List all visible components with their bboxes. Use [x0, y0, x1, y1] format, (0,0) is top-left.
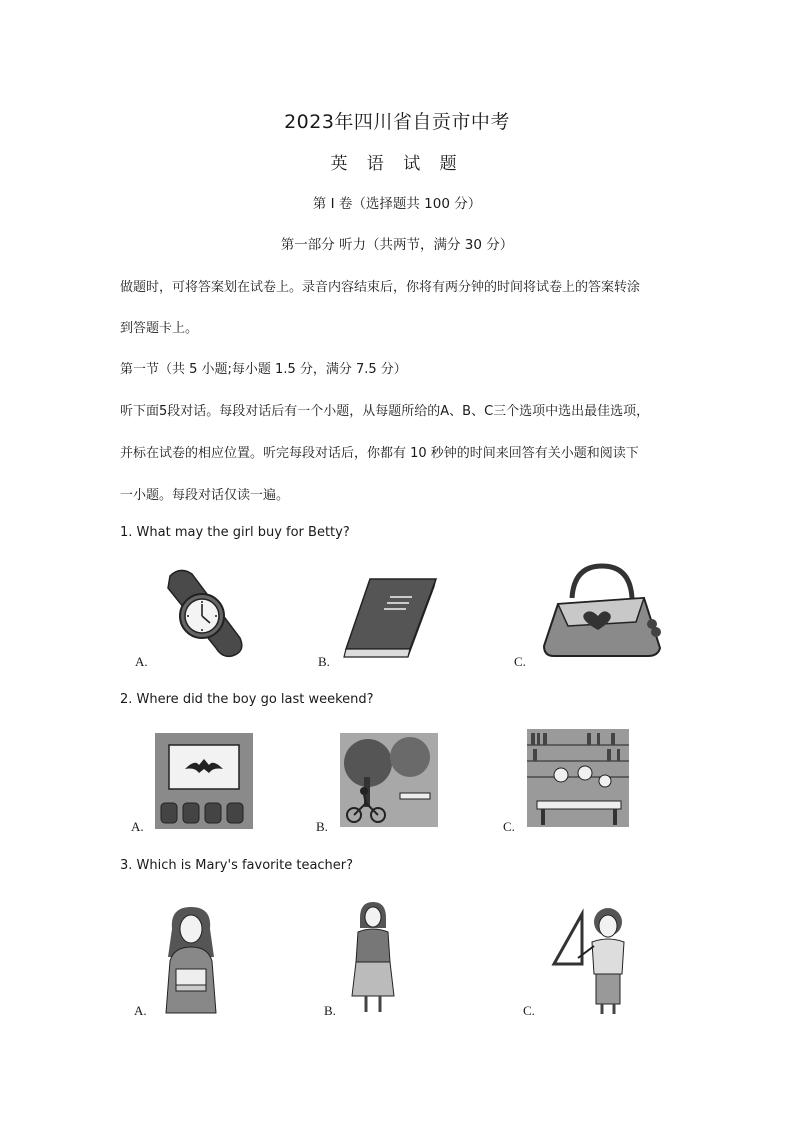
- teacher-with-books-icon: [162, 905, 220, 1013]
- section-line-3: 一小题。每段对话仅读一遍。: [120, 488, 290, 503]
- teacher-in-skirt-icon: [350, 900, 396, 1014]
- cinema-icon: [155, 733, 253, 829]
- exam-subject: 英 语 试 题: [330, 154, 464, 174]
- teacher-with-triangle-ruler-icon: [548, 902, 640, 1014]
- q3-option-c-label: C.: [523, 1003, 535, 1018]
- q3-option-b-label: B.: [324, 1003, 336, 1018]
- q1-option-c-label: C.: [514, 654, 526, 669]
- wristwatch-icon: [160, 568, 250, 660]
- q3-option-a-label: A.: [134, 1003, 147, 1018]
- library-icon: [527, 729, 629, 827]
- q1-option-b-label: B.: [318, 654, 330, 669]
- book-icon: [340, 575, 440, 663]
- park-icon: [340, 733, 438, 827]
- q2-option-c-label: C.: [503, 819, 515, 834]
- section-heading: 第一节（共 5 小题;每小题 1.5 分，满分 7.5 分）: [120, 362, 407, 377]
- handbag-icon: [540, 564, 665, 662]
- instruction-line-1: 做题时，可将答案划在试卷上。录音内容结束后，你将有两分钟的时间将试卷上的答案转涂: [120, 280, 641, 295]
- section-line-2: 并标在试卷的相应位置。听完每段对话后，你都有 10 秒钟的时间来回答有关小题和阅读下: [120, 446, 639, 461]
- volume-heading: 第 I 卷（选择题共 100 分）: [312, 196, 482, 212]
- part-heading: 第一部分 听力（共两节，满分 30 分）: [280, 237, 514, 253]
- q1-option-a-label: A.: [135, 654, 148, 669]
- question-1-text: 1. What may the girl buy for Betty?: [120, 525, 350, 540]
- q2-option-b-label: B.: [316, 819, 328, 834]
- question-3-text: 3. Which is Mary's favorite teacher?: [120, 858, 354, 873]
- q2-option-a-label: A.: [131, 819, 144, 834]
- exam-title: 2023年四川省自贡市中考: [284, 111, 510, 133]
- instruction-line-2: 到答题卡上。: [120, 321, 199, 336]
- section-line-1: 听下面5段对话。每段对话后有一个小题，从每题所给的A、B、C三个选项中选出最佳选项，: [120, 404, 650, 419]
- question-2-text: 2. Where did the boy go last weekend?: [120, 692, 374, 707]
